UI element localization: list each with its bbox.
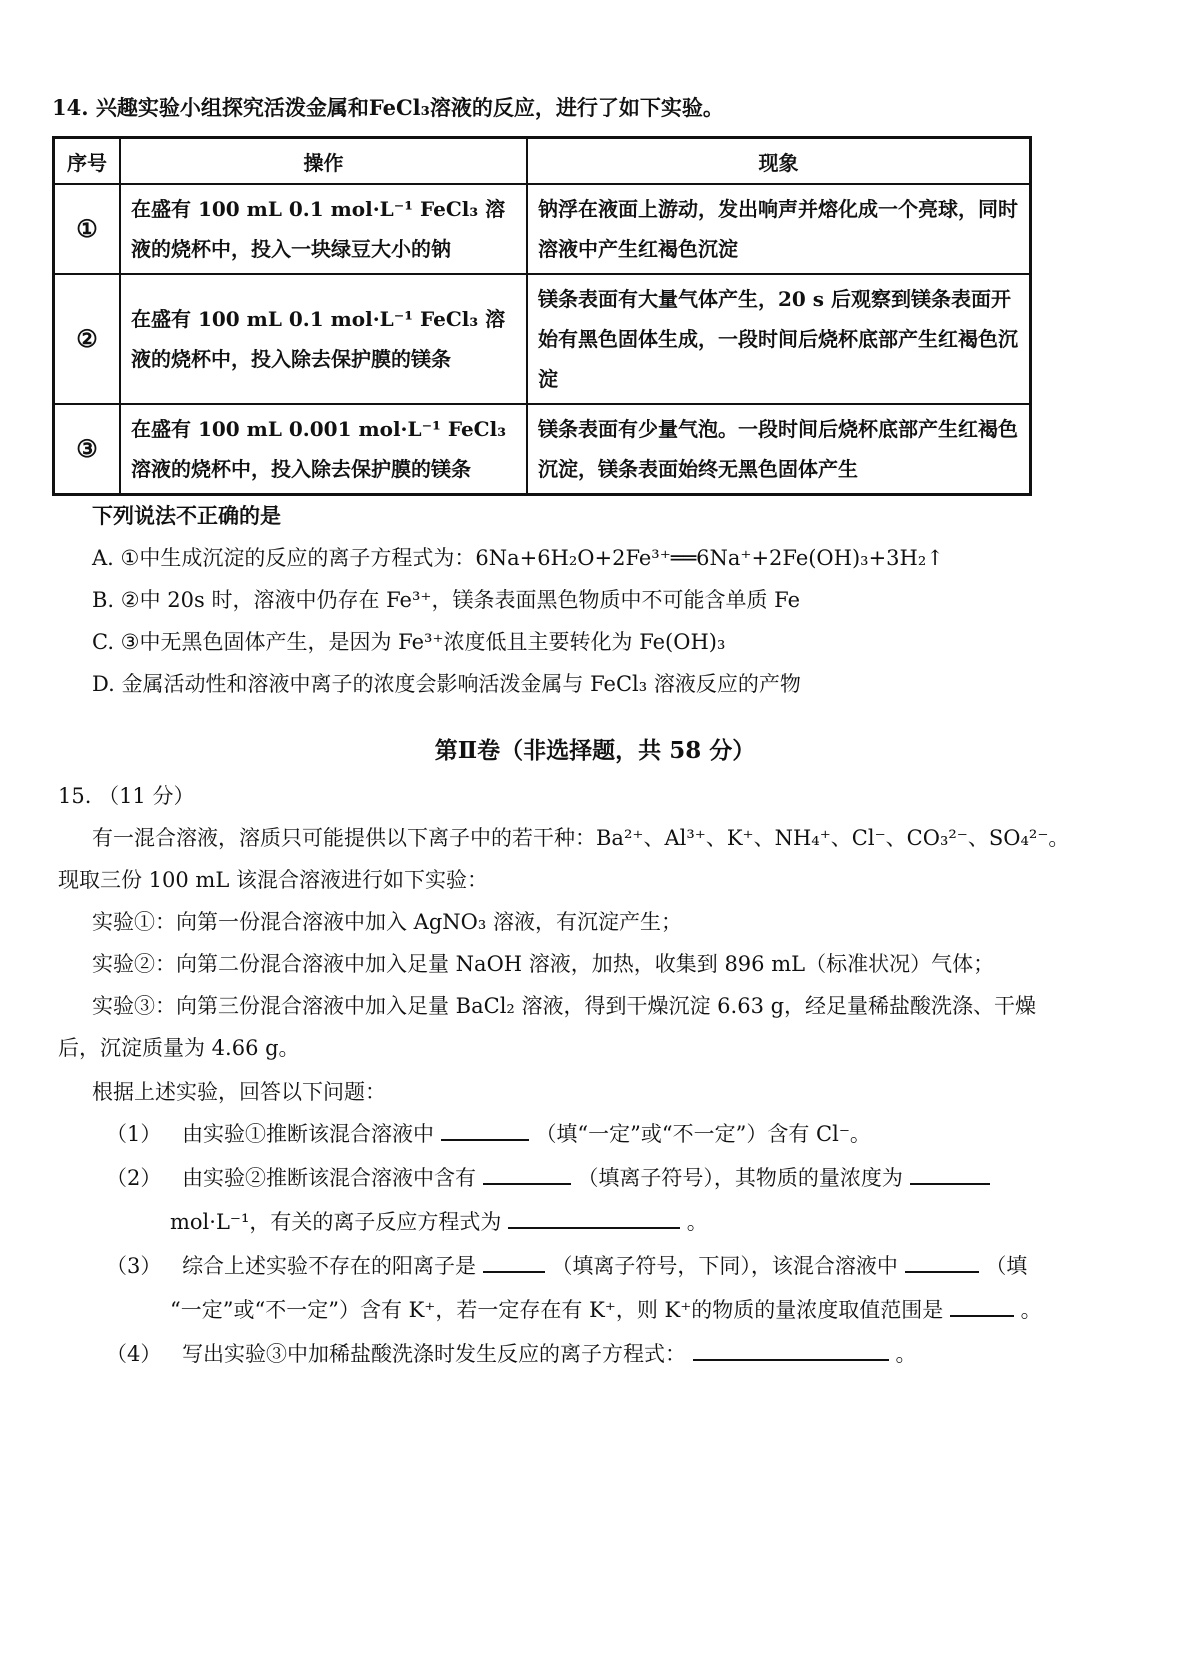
q15-ask: 根据上述实验，回答以下问题： — [92, 1080, 386, 1104]
option-c: C. ③中无黑色固体产生，是因为 Fe³⁺浓度低且主要转化为 Fe(OH)₃ — [92, 630, 726, 654]
q15-experiment-3: 实验③：向第三份混合溶液中加入足量 BaCl₂ 溶液，得到干燥沉淀 6.63 g，经足量稀盐酸洗涤、干燥 — [92, 994, 1037, 1018]
q15-header: 15. （11 分） — [58, 784, 195, 808]
q15-part-1 — [106, 1118, 871, 1148]
part-number: （2） — [106, 1166, 162, 1190]
q15-part-3 — [106, 1250, 1027, 1280]
table-header-row — [54, 138, 1031, 185]
answer-blank[interactable] — [508, 1209, 680, 1229]
option-d: D. 金属活动性和溶液中离子的浓度会影响活泼金属与 FeCl₃ 溶液反应的产物 — [92, 672, 801, 696]
row-observation: 钠浮在液面上游动，发出响声并熔化成一个亮球，同时溶液中产生红褐色沉淀 — [527, 184, 1031, 274]
option-a: A. ①中生成沉淀的反应的离子方程式为：6Na+6H₂O+2Fe³⁺══6Na⁺+2Fe(OH)₃+3H₂↑ — [92, 546, 944, 570]
table-row — [54, 184, 1031, 274]
answer-blank[interactable] — [693, 1341, 889, 1361]
q14-stem: 14. 兴趣实验小组探究活泼金属和FeCl₃溶液的反应，进行了如下实验。 — [52, 95, 724, 120]
part-text: （填离子符号），其物质的量浓度为 — [577, 1166, 903, 1190]
experiment-table — [52, 136, 1032, 496]
q15-intro-line1: 有一混合溶液，溶质只可能提供以下离子中的若干种：Ba²⁺、Al³⁺、K⁺、NH₄⁺、Cl⁻、CO₃²⁻、SO₄²⁻。 — [92, 826, 1070, 850]
answer-blank[interactable] — [910, 1165, 990, 1185]
table-row — [54, 404, 1031, 495]
q15-experiment-1: 实验①：向第一份混合溶液中加入 AgNO₃ 溶液，有沉淀产生； — [92, 910, 682, 934]
answer-blank[interactable] — [483, 1253, 545, 1273]
part-text: 由实验②推断该混合溶液中含有 — [182, 1166, 477, 1190]
q15-intro-line2: 现取三份 100 mL 该混合溶液进行如下实验： — [58, 868, 488, 892]
answer-blank[interactable] — [483, 1165, 571, 1185]
header-number: 序号 — [54, 138, 121, 185]
q15-experiment-2: 实验②：向第二份混合溶液中加入足量 NaOH 溶液，加热，收集到 896 mL（标准状况）气体； — [92, 952, 995, 976]
row-operation: 在盛有 100 mL 0.1 mol·L⁻¹ FeCl₃ 溶液的烧杯中，投入除去保护膜的镁条 — [120, 274, 527, 404]
part-text: mol·L⁻¹，有关的离子反应方程式为 — [170, 1210, 502, 1234]
q14-prompt: 下列说法不正确的是 — [92, 503, 281, 528]
q15-part-2 — [106, 1162, 990, 1192]
part-text: 写出实验③中加稀盐酸洗涤时发生反应的离子方程式： — [182, 1342, 687, 1366]
row-operation: 在盛有 100 mL 0.1 mol·L⁻¹ FeCl₃ 溶液的烧杯中，投入一块绿豆大小的钠 — [120, 184, 527, 274]
part-text: （填 — [985, 1254, 1028, 1278]
header-observation: 现象 — [527, 138, 1031, 185]
q15-part-2-cont — [170, 1206, 708, 1236]
section-title: 第Ⅱ卷（非选择题，共 58 分） — [434, 737, 756, 764]
part-text: “一定”或“不一定”）含有 K⁺，若一定存在有 K⁺，则 K⁺的物质的量浓度取值范围是 — [170, 1298, 944, 1322]
row-number: ② — [54, 274, 121, 404]
part-number: （1） — [106, 1122, 162, 1146]
row-number: ③ — [54, 404, 121, 495]
row-observation: 镁条表面有大量气体产生，20 s 后观察到镁条表面开始有黑色固体生成，一段时间后烧杯底部产生红褐色沉淀 — [527, 274, 1031, 404]
option-b: B. ②中 20s 时，溶液中仍存在 Fe³⁺，镁条表面黑色物质中不可能含单质 Fe — [92, 588, 801, 612]
row-number: ① — [54, 184, 121, 274]
part-text: 综合上述实验不存在的阳离子是 — [182, 1254, 477, 1278]
part-text: （填离子符号，下同），该混合溶液中 — [551, 1254, 898, 1278]
q15-part-3-cont — [170, 1294, 1042, 1324]
q15-experiment-3-cont: 后，沉淀质量为 4.66 g。 — [58, 1036, 300, 1060]
answer-blank[interactable] — [950, 1297, 1014, 1317]
row-observation: 镁条表面有少量气泡。一段时间后烧杯底部产生红褐色沉淀，镁条表面始终无黑色固体产生 — [527, 404, 1031, 495]
part-text: 由实验①推断该混合溶液中 — [182, 1122, 435, 1146]
table-row — [54, 274, 1031, 404]
part-number: （4） — [106, 1342, 162, 1366]
part-text: 。 — [895, 1342, 917, 1366]
part-text: 。 — [686, 1210, 708, 1234]
part-text: （填“一定”或“不一定”）含有 Cl⁻。 — [535, 1122, 871, 1146]
header-operation: 操作 — [120, 138, 527, 185]
part-text: 。 — [1020, 1298, 1042, 1322]
row-operation: 在盛有 100 mL 0.001 mol·L⁻¹ FeCl₃ 溶液的烧杯中，投入除去保护膜的镁条 — [120, 404, 527, 495]
answer-blank[interactable] — [905, 1253, 979, 1273]
part-number: （3） — [106, 1254, 162, 1278]
answer-blank[interactable] — [441, 1121, 529, 1141]
q15-part-4 — [106, 1338, 916, 1368]
